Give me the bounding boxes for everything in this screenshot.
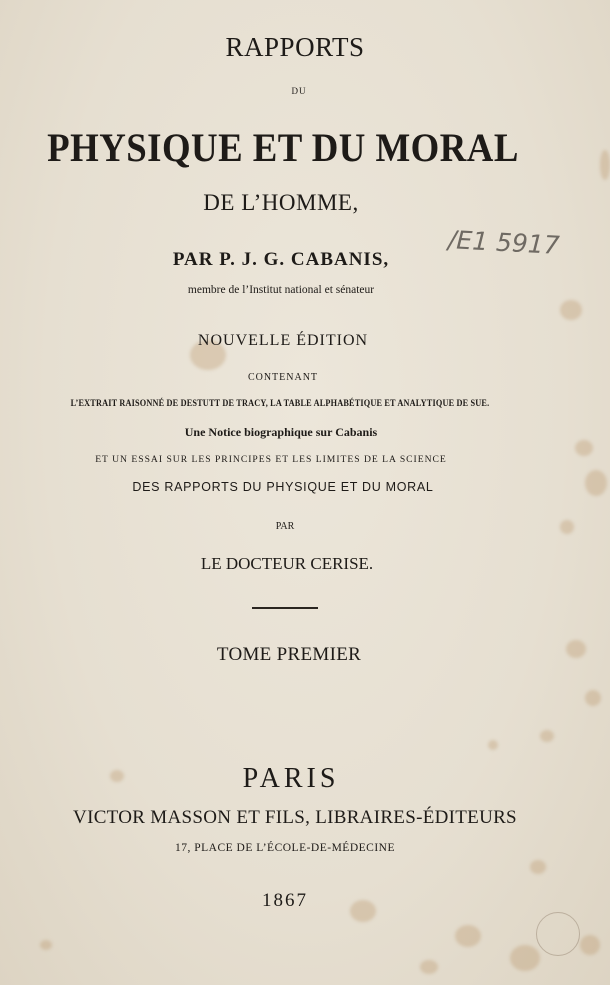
foxing-stain [580,935,600,955]
divider-rule [252,607,318,609]
edition-line: NOUVELLE ÉDITION [197,332,369,349]
shelfmark-handwriting: /E1 5917 [447,225,561,260]
author-role: membre de l’Institut national et sénateur [187,284,375,296]
foxing-stain [585,470,607,496]
volume-line: TOME PREMIER [216,644,362,665]
rapports-subject-line: DES RAPPORTS DU PHYSIQUE ET DU MORAL [132,480,434,494]
title-line-rapports: RAPPORTS [225,32,365,62]
contenant-line: CONTENANT [247,372,319,383]
foxing-stain [560,300,582,320]
foxing-stain [585,690,601,706]
foxing-stain [530,860,546,874]
foxing-stain [40,940,52,950]
author-line: PAR P. J. G. CABANIS, [172,249,390,270]
imprint-publisher: VICTOR MASSON ET FILS, LIBRAIRES-ÉDITEURS [73,807,517,828]
imprint-year: 1867 [262,890,308,911]
editor-line: LE DOCTEUR CERISE. [200,554,374,573]
par-line: PAR [275,521,295,532]
foxing-stain [600,150,610,180]
foxing-stain [540,730,554,742]
foxing-stain [510,945,540,971]
imprint-address: 17, PLACE DE L’ÉCOLE-DE-MÉDECINE [175,842,395,854]
library-stamp [536,912,580,956]
extrait-line: L’EXTRAIT RAISONNÉ DE DESTUTT DE TRACY, LA TABLE ALPHABÉTIQUE ET ANALYTIQUE DE SUE. [70,398,490,409]
title-line-homme: DE L’HOMME, [203,190,359,215]
imprint-city: PARIS [242,763,340,794]
foxing-stain [575,440,593,456]
foxing-stain [455,925,481,947]
foxing-stain [420,960,438,974]
essai-line: ET UN ESSAI SUR LES PRINCIPES ET LES LIMITES DE LA SCIENCE [95,454,447,465]
title-line-du: DU [291,86,307,96]
main-title: PHYSIQUE ET DU MORAL [47,125,519,170]
notice-line: Une Notice biographique sur Cabanis [184,425,378,439]
foxing-stain [488,740,498,750]
